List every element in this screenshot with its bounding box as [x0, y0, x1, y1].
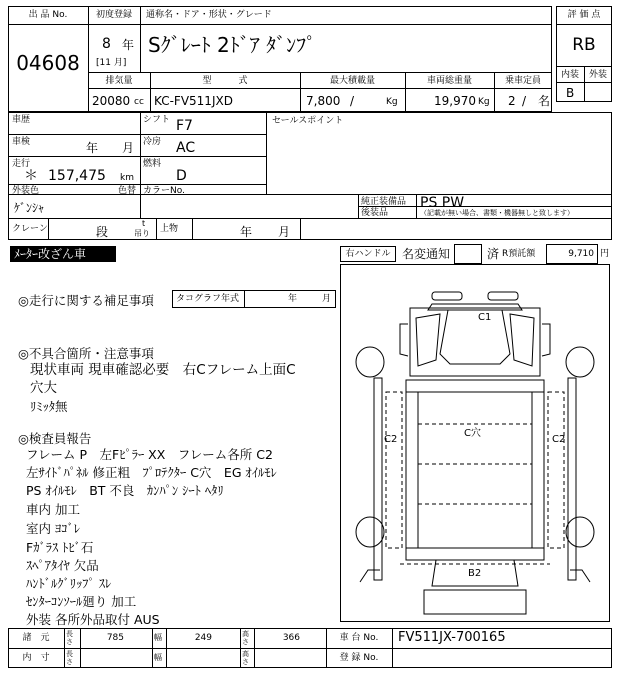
defect-line-1: 現状車両 現車確認必要 右Cフレーム上面C: [30, 362, 296, 378]
recycle-amount: 9,710: [568, 249, 594, 259]
recycle-label: 済: [487, 247, 500, 261]
aftermarket-note: （記載が無い場合、書類・機器無しと致します）: [420, 209, 574, 217]
max-load-unit: Kg: [386, 97, 398, 107]
displacement-label: 排気量: [105, 76, 133, 86]
lot-no-label: 出 品 No.: [28, 10, 68, 20]
mileage-prefix: ＊: [24, 168, 38, 184]
mileage-label: 走行: [12, 159, 31, 169]
color-code-label: 色替: [118, 186, 137, 196]
inspector-line-8: ﾊﾝﾄﾞﾙｸﾞﾘｯﾌﾟ ｽﾚ: [26, 576, 112, 591]
dim-height: 366: [282, 633, 300, 643]
upper-year: 年: [240, 225, 253, 239]
shift-value: F7: [176, 118, 193, 134]
dim-width: 249: [194, 633, 212, 643]
defect-line-3: ﾘﾐｯﾀ無: [30, 399, 68, 414]
inner-width-label: 幅: [154, 653, 162, 662]
inspection-year: 年: [86, 141, 99, 155]
dim-length: 785: [106, 633, 124, 643]
damage-c2-right: C2: [552, 434, 566, 445]
name-change-box: [454, 244, 482, 264]
interior-label: 内装: [560, 70, 579, 80]
ac-value: AC: [176, 140, 196, 156]
km-unit: km: [120, 173, 134, 183]
reg-year-unit: 年: [122, 38, 135, 52]
capacity-slash: /: [522, 94, 527, 108]
reg-no-label: 登 録 No.: [339, 653, 379, 663]
inspector-line-5: 室内 ﾖｺﾞﾚ: [26, 521, 80, 536]
inspector-line-10: 外装 各所外品取付 AUS: [26, 612, 160, 627]
interior-score: B: [566, 86, 575, 100]
gross-weight-label: 車両総重量: [426, 76, 472, 86]
displacement-value: 20080: [92, 94, 131, 108]
name-header-label: 通称名・ドア・形状・グレード: [146, 10, 272, 20]
damage-b2: B2: [468, 568, 482, 579]
cc-unit: cc: [134, 97, 144, 107]
crane-dan: 段: [96, 225, 109, 239]
tachograph-label: タコグラフ年式: [176, 294, 240, 304]
gross-weight-unit: Kg: [478, 97, 490, 107]
max-load-label: 最大積載量: [329, 76, 375, 86]
fuel-label: 燃料: [143, 159, 162, 169]
capacity-label: 乗車定員: [504, 76, 541, 86]
inspection-label: 車検: [12, 137, 31, 147]
reg-year: 8: [102, 36, 111, 52]
specs-label: 諸 元: [22, 633, 50, 643]
max-load-value: 7,800: [306, 94, 341, 108]
history-label: 車歴: [12, 115, 31, 125]
std-equipment-value: PS PW: [420, 195, 465, 211]
damage-c-hole: C穴: [464, 428, 481, 439]
upper-month: 月: [278, 225, 291, 239]
max-load-slash: /: [350, 94, 355, 108]
shift-label: シフト: [143, 115, 171, 125]
supplement-title: ◎走行に関する補足事項: [18, 293, 154, 308]
upper-label: 上物: [160, 224, 179, 234]
vehicle-name: Sｸﾞﾚｰﾄ 2ﾄﾞｱ ﾀﾞﾝﾌﾟ: [148, 33, 317, 57]
reg-month: [11 月]: [96, 58, 127, 68]
ac-label: 冷房: [143, 137, 162, 147]
recycle-unit: 円: [600, 249, 610, 259]
inspector-line-1: フレーム P 左Fﾋﾟﾗｰ XX フレーム各所 C2: [26, 447, 273, 462]
inspector-line-4: 車内 加工: [26, 502, 80, 517]
eval-score: RB: [572, 35, 596, 55]
inspector-line-2: 左ｻｲﾄﾞﾊﾟﾈﾙ 修正粗 ﾌﾟﾛﾃｸﾀｰ C穴 EG ｵｲﾙﾓﾚ: [26, 465, 277, 480]
damage-c2-left: C2: [384, 434, 398, 445]
inspector-line-7: ｽﾍﾟｱﾀｲﾔ 欠品: [26, 558, 99, 573]
aftermarket-label: 後装品: [361, 208, 389, 218]
inspector-line-3: PS ｵｲﾙﾓﾚ BT 不良 ｶﾝﾊﾟﾝ ｼｰﾄ ﾍﾀﾘ: [26, 483, 224, 498]
height-label: 高さ: [242, 630, 249, 646]
std-equipment-label: 純正装備品: [361, 197, 407, 207]
capacity-value: 2: [508, 94, 516, 108]
tachograph-month: 月: [322, 294, 332, 304]
crane-ton: t: [142, 219, 146, 228]
sales-point-label: セールスポイント: [272, 116, 344, 126]
lot-number: 04608: [16, 51, 80, 75]
color-no-label: カラーNo.: [143, 186, 185, 196]
defects-title: ◎不具合箇所・注意事項: [18, 346, 154, 361]
inspection-month: 月: [122, 141, 135, 155]
tachograph-year: 年: [288, 294, 298, 304]
chassis-no-value: FV511JX-700165: [398, 630, 506, 645]
defect-line-2: 穴大: [30, 380, 57, 396]
eval-label: 評 価 点: [567, 10, 601, 20]
rhd-label: 右ハンドル: [345, 249, 391, 259]
recycle-deposit-label: R預託額: [502, 249, 536, 259]
chassis-no-label: 車 台 No.: [339, 633, 379, 643]
model-label: 型 式: [202, 76, 248, 86]
capacity-unit: 名: [538, 94, 551, 108]
inspector-title: ◎検査員報告: [18, 431, 92, 446]
inspector-line-9: ｾﾝﾀｰｺﾝｿｰﾙ廻り 加工: [26, 594, 137, 609]
inner-height-label: 高さ: [242, 650, 249, 666]
inspector-line-6: Fｶﾞﾗｽ ﾄﾋﾞ石: [26, 540, 94, 555]
name-change-label: 名変通知: [402, 247, 451, 261]
first-reg-label: 初度登録: [95, 10, 132, 20]
ext-color-label: 外装色: [12, 186, 40, 196]
fuel-value: D: [176, 168, 187, 184]
crane-label: クレーン: [12, 224, 48, 234]
exterior-label: 外装: [588, 70, 607, 80]
tampered-label: ﾒｰﾀｰ改ざん車: [14, 247, 87, 261]
ext-color-value: ｹﾞﾝｼｬ: [14, 201, 45, 215]
crane-hoist: 吊り: [134, 229, 150, 238]
length-label: 長さ: [66, 630, 73, 646]
inner-length-label: 長さ: [66, 650, 73, 666]
mileage-value: 157,475: [48, 168, 106, 184]
model-code: KC-FV511JXD: [154, 94, 233, 108]
gross-weight-value: 19,970: [434, 94, 476, 108]
width-label: 幅: [154, 633, 162, 642]
truck-diagram: [340, 264, 610, 622]
damage-c1: C1: [478, 312, 492, 323]
inner-label: 内 寸: [22, 653, 50, 663]
